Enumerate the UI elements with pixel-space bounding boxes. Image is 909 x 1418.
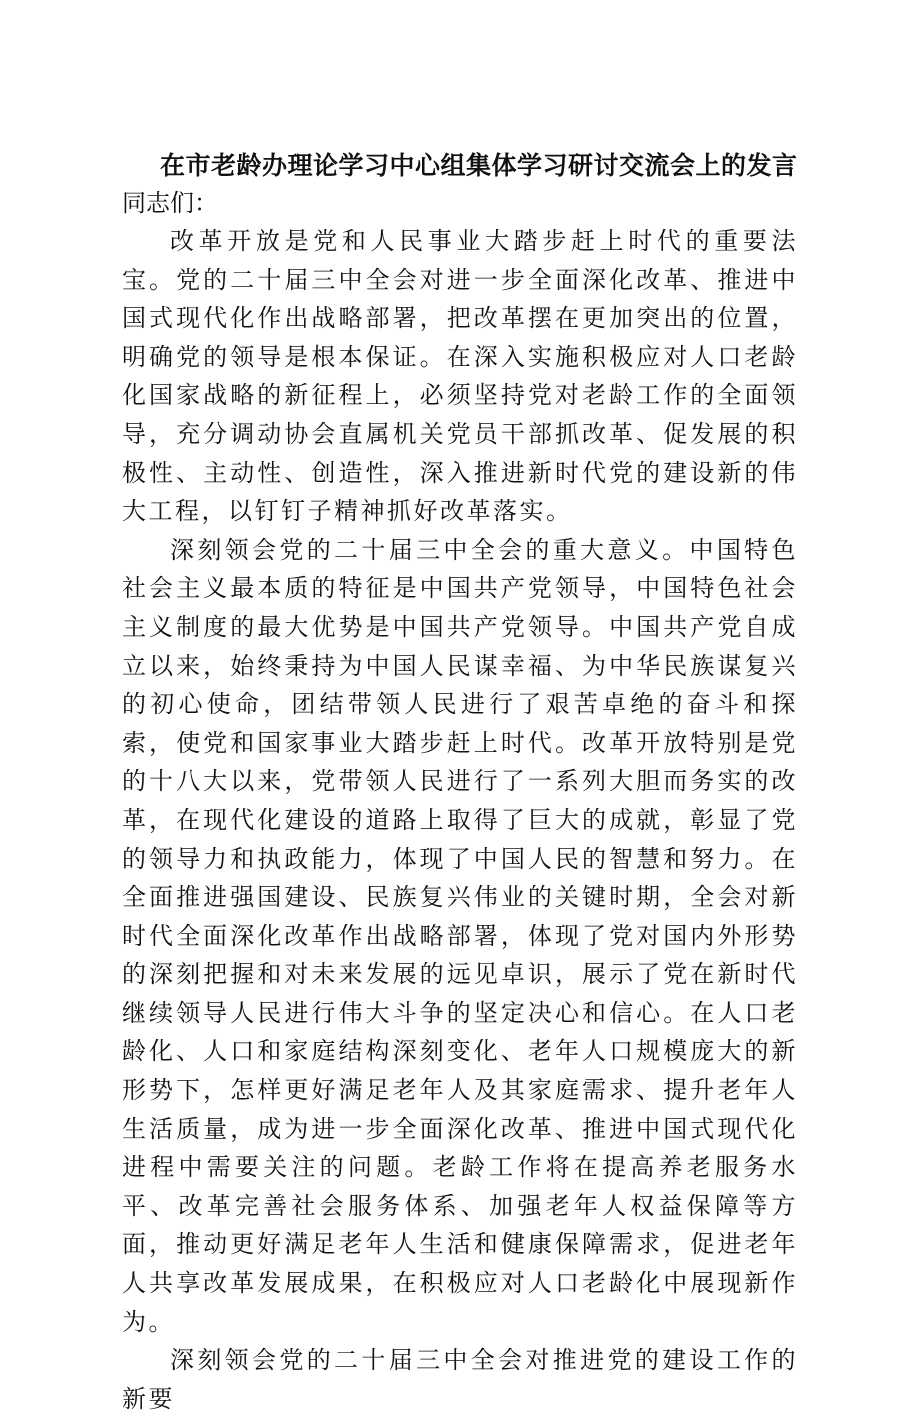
paragraph-reform-opening: 改革开放是党和人民事业大踏步赶上时代的重要法宝。党的二十届三中全会对进一步全面深化改革、推进中国式现代化作出战略部署，把改革摆在更加突出的位置，明确党的领导是根本保证。在深入实施积极应对人口老龄化国家战略的新征程上，必须坚持党对老龄工作的全面领导，充分调动协会直属机关党员干部抓改革、促发展的积极性、主动性、创造性，深入推进新时代党的建设新的伟大工程，以钉钉子精神抓好改革落实。: [122, 227, 798, 526]
document-title: 在市老龄办理论学习中心组集体学习研讨交流会上的发言: [160, 151, 798, 180]
salutation: 同志们：: [122, 189, 218, 217]
document-body: [122, 148, 798, 1418]
paragraph-significance: 深刻领会党的二十届三中全会的重大意义。中国特色社会主义最本质的特征是中国共产党领导，中国特色社会主义制度的最大优势是中国共产党领导。中国共产党自成立以来，始终秉持为中国人民谋幸福、为中华民族谋复兴的初心使命，团结带领人民进行了艰苦卓绝的奋斗和探索，使党和国家事业大踏步赶上时代。改革开放特别是党的十八大以来，党带领人民进行了一系列大胆而务实的改革，在现代化建设的道路上取得了巨大的成就，彰显了党的领导力和执政能力，体现了中国人民的智慧和努力。在全面推进强国建设、民族复兴伟业的关键时期，全会对新时代全面深化改革作出战略部署，体现了党对国内外形势的深刻把握和对未来发展的远见卓识，展示了党在新时代继续领导人民进行伟大斗争的坚定决心和信心。在人口老龄化、人口和家庭结构深刻变化、老年人口规模庞大的新形势下，怎样更好满足老年人及其家庭需求、提升老年人生活质量，成为进一步全面深化改革、推进中国式现代化进程中需要关注的问题。老龄工作将在提高养老服务水平、改革完善社会服务体系、加强老年人权益保障等方面，推动更好满足老年人生活和健康保障需求，促进老年人共享改革发展成果，在积极应对人口老龄化中展现新作为。: [122, 535, 798, 1336]
paragraph-party-building: 深刻领会党的二十届三中全会对推进党的建设工作的新要: [122, 1346, 798, 1413]
